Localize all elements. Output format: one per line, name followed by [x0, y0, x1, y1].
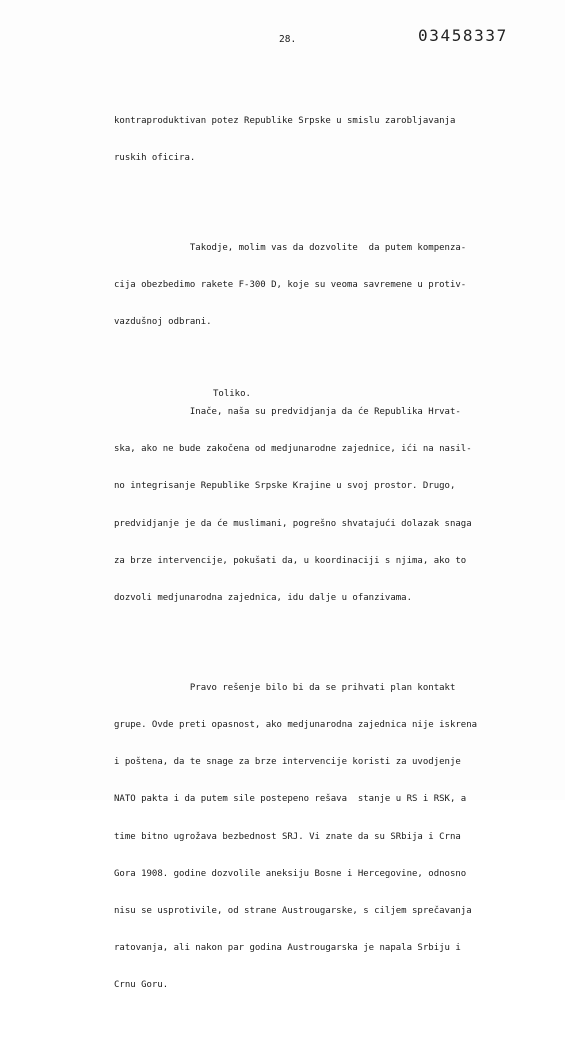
- text-line: Inače, naša su predvidjanja da će Republika Hrvat-: [114, 406, 461, 417]
- paragraph-4: [114, 657, 484, 1017]
- text-line: grupe. Ovde preti opasnost, ako medjunarodna zajednica nije iskrena: [114, 719, 478, 730]
- text-line: time bitno ugrožava bezbednost SRJ. Vi znate da su SRbija i Crna: [114, 831, 461, 842]
- paragraph-1: [114, 90, 484, 189]
- text-line: za brze intervencije, pokušati da, u koordinaciji s njima, ako to: [114, 555, 467, 566]
- text-line: i poštena, da te snage za brze intervencije koristi za uvodjenje: [114, 757, 461, 768]
- text-line: dozvoli medjunarodna zajednica, idu dalje u ofanzivama.: [114, 592, 413, 603]
- page-number: 28.: [279, 34, 297, 45]
- text-line: NATO pakta i da putem sile postepeno rešava stanje u RS i RSK, a: [114, 794, 467, 805]
- text-line: Pravo rešenje bilo bi da se prihvati plan kontakt: [114, 682, 456, 693]
- text-line: Takodje, molim vas da dozvolite da putem kompenza-: [114, 242, 467, 253]
- text-line: kontraproduktivan potez Republike Srpske u smislu zarobljavanja: [114, 115, 456, 126]
- text-line: predvidjanje je da će muslimani, pogrešno shvatajući dolazak snaga: [114, 518, 472, 529]
- paragraph-2: [114, 217, 484, 353]
- paragraph-3: [114, 381, 484, 629]
- text-line: Crnu Goru.: [114, 980, 169, 991]
- text-line: Gora 1908. godine dozvolile aneksiju Bosne i Hercegovine, odnosno: [114, 868, 467, 879]
- body-text: [114, 65, 484, 1044]
- text-line: ruskih oficira.: [114, 152, 196, 163]
- text-line: ska, ako ne bude zakočena od medjunarodne zajednice, ići na nasil-: [114, 444, 472, 455]
- text-line: no integrisanje Republike Srpske Krajine u svoj prostor. Drugo,: [114, 481, 456, 492]
- text-line: vazdušnoj odbrani.: [114, 317, 212, 328]
- document-id-stamp: 03458337: [418, 26, 508, 45]
- text-line: nisu se usprotivile, od strane Austrougarske, s ciljem sprečavanja: [114, 905, 472, 916]
- text-line: ratovanja, ali nakon par godina Austrougarska je napala Srbiju i: [114, 943, 461, 954]
- closing-word: Toliko.: [213, 389, 251, 399]
- text-line: cija obezbedimo rakete F-300 D, koje su veoma savremene u protiv-: [114, 279, 467, 290]
